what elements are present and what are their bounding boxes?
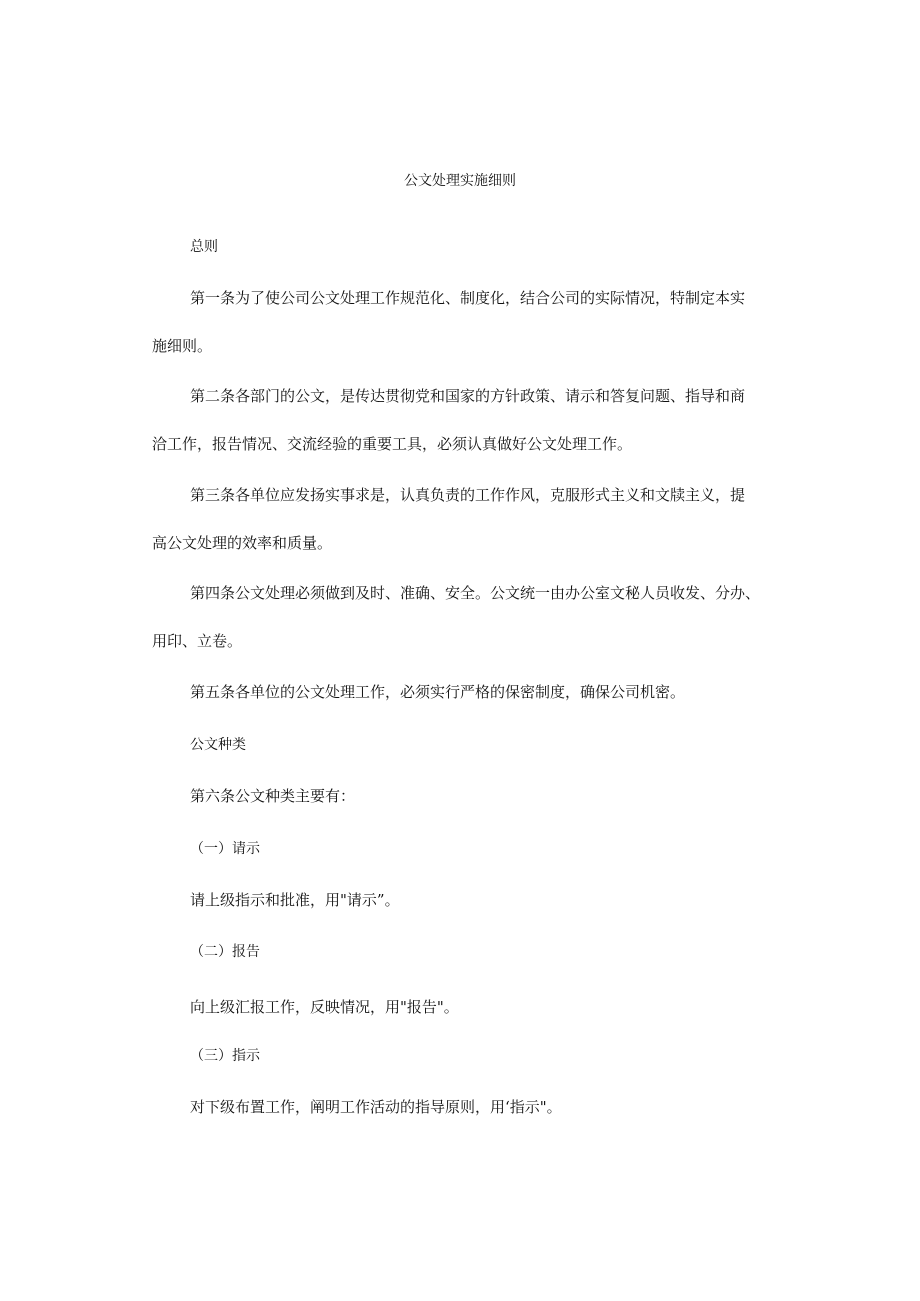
- article-3: [152, 484, 772, 554]
- article-1-line-1: 第一条为了使公司公文处理工作规范化、制度化，结合公司的实际情况，特制定本实: [190, 289, 746, 307]
- article-4-line-1: 第四条公文处理必须做到及时、准确、安全。公文统一由办公室文秘人员收发、分办、: [190, 584, 761, 602]
- article-5-line-1: 第五条各单位的公文处理工作，必须实行严格的保密制度，确保公司机密。: [190, 683, 686, 701]
- request-description: [190, 889, 810, 911]
- article-6-line-1: 第六条公文种类主要有：: [190, 787, 356, 805]
- directive-description: [190, 1096, 810, 1118]
- article-3-line-1: 第三条各单位应发扬实事求是，认真负责的工作作风，克服形式主义和文牍主义，提: [190, 486, 746, 504]
- article-2: [152, 385, 772, 455]
- article-5: [152, 681, 772, 703]
- section-heading-document-types: 公文种类: [190, 737, 246, 753]
- document-title: 公文处理实施细则: [404, 173, 516, 189]
- subheading-directive: （三）指示: [190, 1048, 260, 1064]
- article-6: [152, 785, 772, 807]
- subheading-request: （一）请示: [190, 841, 260, 857]
- request-description-text: 请上级指示和批准，用"请示”。: [190, 891, 400, 909]
- directive-description-text: 对下级布置工作，阐明工作活动的指导原则，用‘指示"。: [190, 1098, 562, 1116]
- article-2-line-1: 第二条各部门的公文，是传达贯彻党和国家的方针政策、请示和答复问题、指导和商: [190, 387, 746, 405]
- article-4: [152, 582, 772, 652]
- report-description: [190, 996, 810, 1018]
- article-3-line-2: 高公文处理的效率和质量。: [152, 534, 333, 552]
- section-heading-general: 总则: [190, 239, 218, 255]
- report-description-text: 向上级汇报工作，反映情况，用"报告"。: [190, 998, 459, 1016]
- article-2-line-2: 洽工作，报告情况、交流经验的重要工具，必须认真做好公文处理工作。: [152, 435, 633, 453]
- article-4-line-2: 用印、立卷。: [152, 632, 243, 650]
- article-1-line-2: 施细则。: [152, 337, 213, 355]
- subheading-report: （二）报告: [190, 944, 260, 960]
- article-1: [152, 287, 772, 357]
